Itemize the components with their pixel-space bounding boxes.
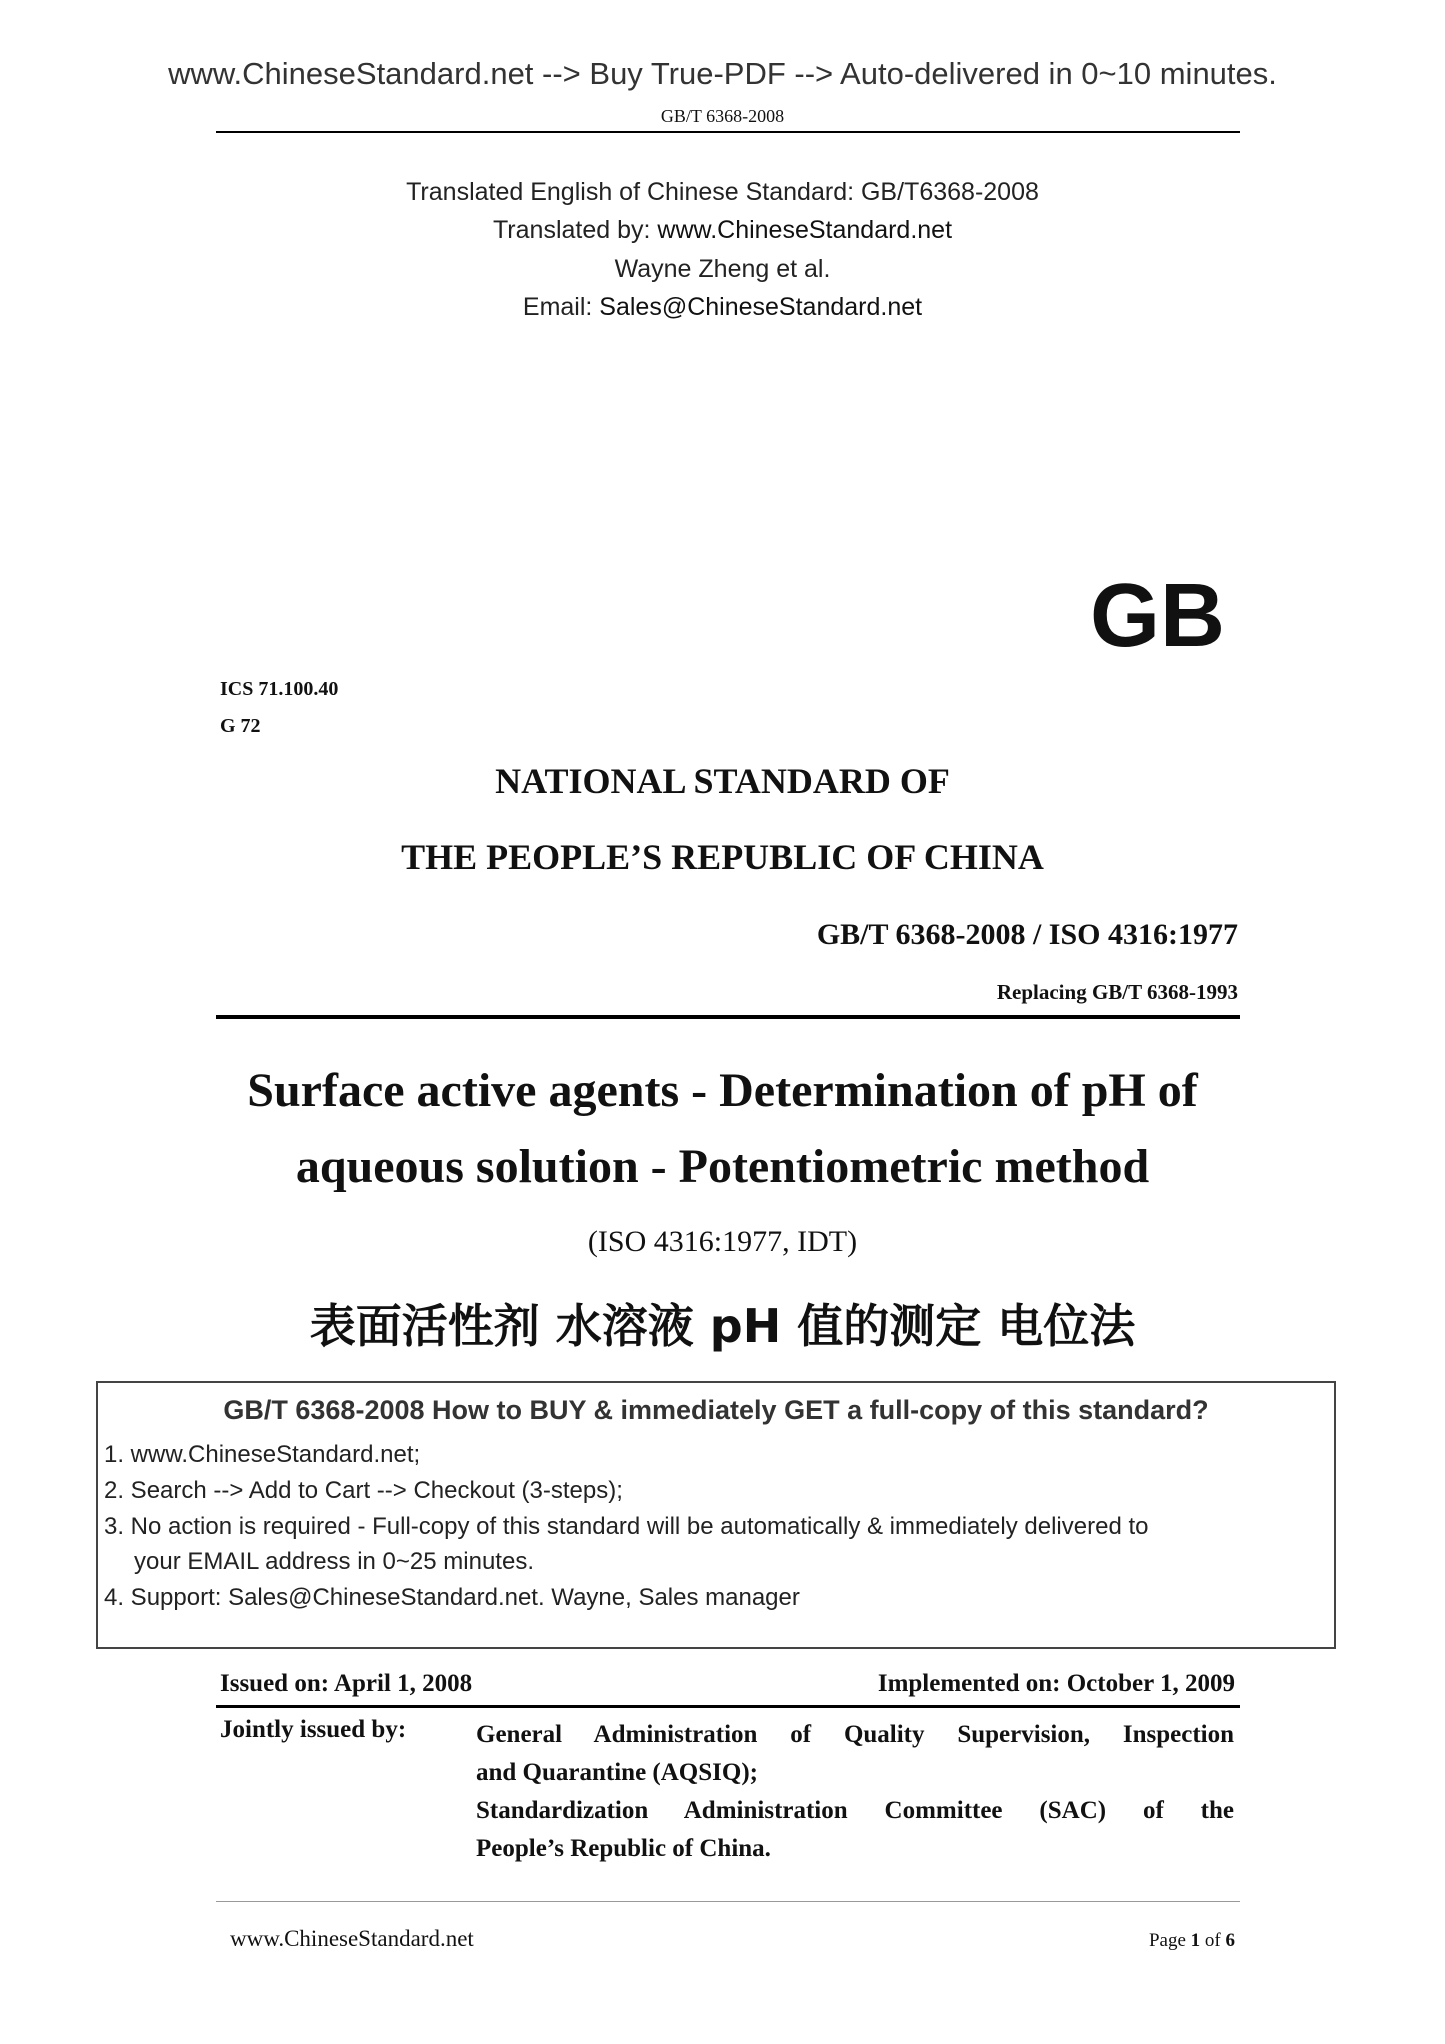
chinese-title: 表面活性剂 水溶液 pH 值的测定 电位法 <box>309 1299 1136 1353</box>
translator-line: Wayne Zheng et al. <box>614 255 831 283</box>
national-title-line-1: NATIONAL STANDARD OF <box>495 761 950 801</box>
buy-info-box <box>96 1381 1336 1649</box>
issuer-1-line-2: and Quarantine (AQSIQ); <box>476 1759 758 1786</box>
buy-box-heading: GB/T 6368-2008 How to BUY & immediately GET a full-copy of this standard? <box>223 1395 1209 1425</box>
buy-step-1: 1. www.ChineseStandard.net; <box>104 1441 421 1468</box>
translated-by-link[interactable]: www.ChineseStandard.net <box>657 216 953 244</box>
header-standard-code: GB/T 6368-2008 <box>660 106 785 126</box>
replacing-note: Replacing GB/T 6368-1993 <box>996 980 1238 1004</box>
issuer-2-line-1: Standardization Administration Committee (SAC) of the <box>476 1797 1234 1824</box>
page-number: 1 <box>1190 1930 1201 1951</box>
header-divider <box>216 131 1240 133</box>
buy-step-3-continued: your EMAIL address in 0~25 minutes. <box>134 1548 534 1575</box>
email-prefix: Email: <box>522 293 600 321</box>
footer-link[interactable]: www.ChineseStandard.net <box>230 1926 474 1951</box>
buy-step-2: 2. Search --> Add to Cart --> Checkout (3-steps); <box>104 1477 623 1504</box>
gb-mark: GB <box>1090 566 1225 666</box>
implemented-on-date: Implemented on: October 1, 2009 <box>877 1670 1235 1697</box>
jointly-issued-label: Jointly issued by: <box>220 1716 407 1743</box>
page-indicator <box>1149 1930 1235 1952</box>
email-line <box>0 293 1445 322</box>
title-line-1: Surface active agents - Determination of pH of <box>247 1064 1198 1117</box>
iso-idt: (ISO 4316:1977, IDT) <box>587 1225 858 1258</box>
page-of: of <box>1200 1930 1226 1951</box>
issuer-1-line-1: General Administration of Quality Supervision, Inspection <box>476 1721 1234 1748</box>
translated-by-prefix: Translated by: <box>492 216 658 244</box>
national-title-line-2: THE PEOPLE’S REPUBLIC OF CHINA <box>401 837 1044 877</box>
translation-line: Translated English of Chinese Standard: GB/T6368-2008 <box>406 178 1039 206</box>
standard-number: GB/T 6368-2008 / ISO 4316:1977 <box>816 918 1238 951</box>
buy-step-3: 3. No action is required - Full-copy of this standard will be automatically & immediately delivered to <box>104 1513 1149 1540</box>
buy-step-4: 4. Support: Sales@ChineseStandard.net. Wayne, Sales manager <box>104 1584 800 1611</box>
title-line-2: aqueous solution - Potentiometric method <box>295 1140 1150 1193</box>
page-prefix: Page <box>1148 1930 1191 1951</box>
translated-by-line <box>0 216 1445 245</box>
issued-divider <box>216 1705 1240 1708</box>
footer-divider <box>216 1901 1240 1902</box>
page-total: 6 <box>1225 1930 1235 1951</box>
top-banner: www.ChineseStandard.net --> Buy True-PDF --> Auto-delivered in 0~10 minutes. <box>168 56 1277 91</box>
g-code: G 72 <box>220 715 261 737</box>
issuer-2-line-2: People’s Republic of China. <box>476 1835 771 1862</box>
email-link[interactable]: Sales@ChineseStandard.net <box>599 293 923 321</box>
ics-code: ICS 71.100.40 <box>220 678 339 700</box>
title-divider <box>216 1015 1240 1019</box>
issued-on-date: Issued on: April 1, 2008 <box>220 1670 473 1697</box>
